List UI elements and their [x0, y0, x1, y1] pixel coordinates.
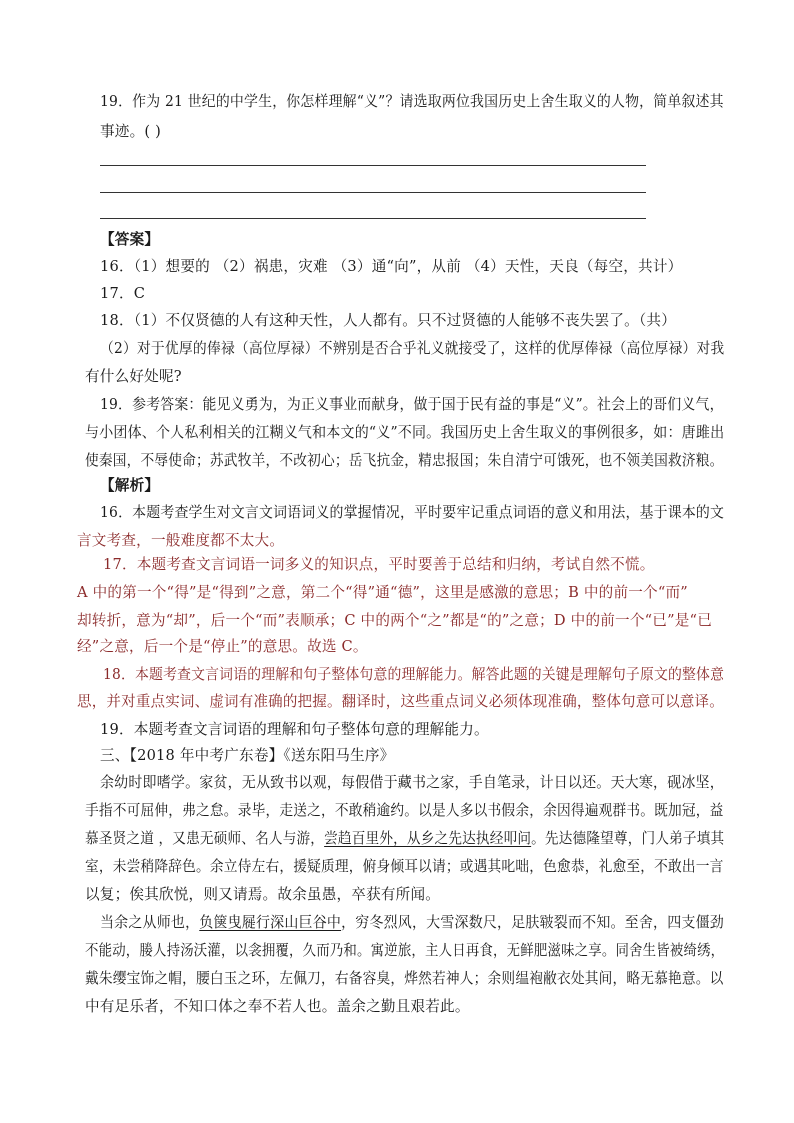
- answer-blank-line-1[interactable]: [100, 165, 646, 166]
- passage-para-1-line-2: 手指不可屈伸，弗之怠。录毕，走送之，不敢稍逾约。以是人多以书假余，余因得遍观群书。既加冠，益: [85, 802, 724, 819]
- answer-16: 16．（1）想要的 （2）祸患，灾难 （3）通“向”，从前 （4）天性，天良（每空，共计）: [100, 258, 683, 275]
- answer-17: 17．C: [100, 285, 146, 302]
- answer-blank-line-2[interactable]: [100, 192, 646, 193]
- passage-para-2-line-3: 戴朱缨宝饰之帽，腰白玉之环，左佩刀，右备容臭，烨然若神人；余则缊袍敝衣处其间，略无慕艳意。以: [85, 970, 724, 987]
- answer-18-part-1: 18．（1）不仅贤德的人有这种天性，人人都有。只不过贤德的人能够不丧失罢了。（共）: [100, 312, 677, 329]
- analysis-heading: 【解析】: [100, 477, 160, 494]
- passage-para-1-line-4: 室，未尝稍降辞色。余立侍左右，援疑质理，俯身倾耳以请；或遇其叱咄，色愈恭，礼愈至，不敢出一言: [85, 858, 724, 875]
- answer-19-line-2: 与小团体、个人私利相关的江糊义气和本文的“义”不同。我国历史上舍生取义的事例很多，如：唐雎出: [85, 424, 725, 441]
- analysis-16-line-1: 16．本题考查学生对文言文词语词义的掌握情况，平时要牢记重点词语的意义和用法，基于课本的文: [100, 504, 725, 521]
- question-19-line-2: 事迹。( ): [100, 123, 162, 140]
- passage-para-2-line-1: [100, 913, 724, 933]
- answer-heading: 【答案】: [100, 231, 160, 248]
- analysis-19: 19．本题考查文言词语的理解和句子整体句意的理解能力。: [100, 721, 489, 738]
- answer-18-part-2-line-2: 有什么好处呢?: [85, 368, 182, 385]
- passage-para-1-line-3-end: 。先达德隆望尊，门人弟子填其: [531, 830, 725, 847]
- underlined-sentence-2: 负箧曳屣行深山巨谷中: [199, 914, 342, 931]
- passage-para-1-line-3: [85, 829, 724, 849]
- passage-para-2-line-2: 不能动，媵人持汤沃灌，以衾拥覆，久而乃和。寓逆旅，主人日再食，无鲜肥滋味之享。同舍生皆被绮绣，: [85, 942, 725, 959]
- passage-para-2-line-4: 中有足乐者，不知口体之奉不若人也。盖余之勤且艰若此。: [85, 998, 470, 1015]
- underlined-sentence-1: 尝趋百里外，从乡之先达执经叩问: [324, 830, 532, 847]
- passage-para-2-line-1-end: ，穷冬烈风，大雪深数尺，足肤皲裂而不知。至舍，四支僵劲: [341, 914, 724, 931]
- answer-19-line-3: 使秦国，不辱使命；苏武牧羊，不改初心；岳飞抗金，精忠报国；朱自清宁可饿死，也不领美国救济粮。: [85, 452, 724, 469]
- question-19-line-1: 19．作为 21 世纪的中学生，你怎样理解“义”？请选取两位我国历史上舍生取义的人物，简单叙述其: [100, 93, 724, 110]
- answer-18-part-2-line-1: （2）对于优厚的俸禄（高位厚禄）不辨别是否合乎礼义就接受了，这样的优厚俸禄（高位厚禄）对我: [100, 340, 725, 357]
- analysis-17-line-2: A 中的第一个“得”是“得到”之意，第二个“得”通“德”，这里是感激的意思；B 中的前一个“而”: [77, 584, 688, 601]
- analysis-18-line-2: 思，并对重点实词、虚词有准确的把握。翻译时，这些重点词义必须体现准确，整体句意可以意译。: [77, 693, 724, 710]
- passage-para-1-line-1: 余幼时即嗜学。家贫，无从致书以观，每假借于藏书之家，手自笔录，计日以还。天大寒，砚冰坚，: [100, 774, 724, 791]
- analysis-17-line-1: 17．本题考查文言词语一词多义的知识点，平时要善于总结和归纳，考试自然不慌。: [103, 556, 655, 573]
- passage-para-1-line-3-start: 慕圣贤之道 ，又患无硕师、名人与游，: [85, 830, 325, 847]
- answer-19-line-1: 19．参考答案：能见义勇为，为正义事业而献身，做于国于民有益的事是“义”。社会上的哥们义气，: [100, 396, 724, 413]
- analysis-17-line-4: 经”之意，后一个是“停止”的意思。故选 C。: [77, 638, 368, 655]
- analysis-17-line-3: 却转折，意为“却”，后一个“而”表顺承；C 中的两个“之”都是“的”之意；D 中的前一个“已”是“已: [77, 612, 712, 629]
- analysis-16-line-2: 言文考查，一般难度都不太大。: [77, 532, 285, 549]
- answer-blank-line-3[interactable]: [100, 218, 646, 219]
- passage-para-1-line-5: 以复；俟其欣悦，则又请焉。故余虽愚，卒获有所闻。: [85, 886, 441, 903]
- analysis-18-line-1: 18．本题考查文言词语的理解和句子整体句意的理解能力。解答此题的关键是理解句子原文的整体意: [103, 666, 725, 683]
- passage-para-2-line-1-start: 当余之从师也，: [100, 914, 200, 931]
- section-3-title: 三、【2018 年中考广东卷】《送东阳马生序》: [100, 747, 395, 764]
